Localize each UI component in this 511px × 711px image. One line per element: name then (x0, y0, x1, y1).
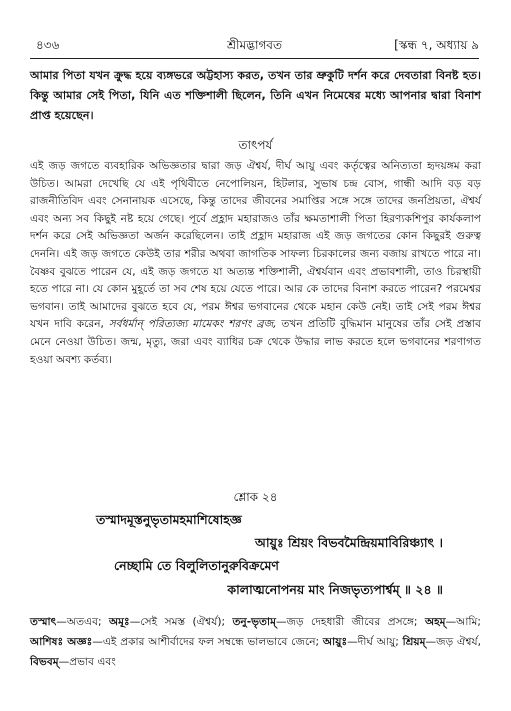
synonym-separator: — (56, 616, 67, 628)
translation-paragraph: আমার পিতা যখন ক্রুদ্ধ হয়ে ব্যঙ্গভরে অট্টহাস্য করত, তখন তার ভ্রুকুটি দর্শন করে দেবতারা বিনষ্ট হত। কিন্তু আমার সেই পিতা, যিনি এত শক্তিশালী ছিলেন, তিনি এখন নিমেষের মধ্যে আপনার দ্বারা বিনাশ প্রাপ্ত হয়েছেন। (30, 69, 481, 122)
synonym-separator: — (347, 636, 358, 648)
synonym-meaning: জড় ঐশ্বর্য, (436, 636, 481, 648)
header-rule (30, 58, 479, 59)
synonym-word: তস্মাৎ (30, 616, 57, 628)
sanskrit-line-2: আয়ুঃ শ্রিয়ং বিভবমৈন্দ্রিয়মাবিরিঞ্চ্যাৎ । (255, 535, 443, 550)
purport-paragraph (30, 158, 481, 369)
verse-number-heading: শ্লোক ২৪ (233, 490, 278, 504)
page-number: ৪৩৬ (36, 38, 60, 52)
purport-heading: তাৎপর্য (238, 138, 273, 152)
synonym-word: শ্রিয়ম্ (402, 636, 426, 648)
synonym-separator: — (275, 616, 287, 628)
purport-text-2: তখন প্রতিটি বুদ্ধিমান মানুষের তাঁর সেই প্রস্তাব মেনে নেওয়া উচিত। জন্ম, মৃত্যু, জরা এবং ব্যাধির চক্র থেকে উদ্ধার লাভ করতে হলে ভগবানের শরণাগত হওয়া অবশ্য কর্তব্য। (30, 318, 481, 366)
purport-quote: সর্বধর্মান্ পরিত্যজ্য মামেকং শরণং ব্রজ, (108, 318, 277, 331)
synonym-meaning: এই প্রকার আশীর্বাদের ফল সম্বন্ধে ভালভাবে জেনে; (102, 636, 323, 648)
synonym-meaning: অতএব; (66, 616, 109, 628)
synonym-separator: — (445, 616, 457, 628)
synonym-word: অহম্ (424, 616, 446, 628)
page-header (30, 36, 479, 54)
synonym-meaning: দীর্ঘ আয়ু; (357, 636, 403, 648)
chapter-reference: [স্কন্ধ ৭, অধ্যায় ৯ (394, 38, 479, 52)
synonym-word: অমূঃ (109, 616, 130, 628)
sanskrit-line-1: তস্মাদমূস্তনুভৃতামহমাশিষোহজ্ঞ (96, 512, 242, 527)
sanskrit-line-3: নেচ্ছামি তে বিলুলিতানুরুবিক্রমেণ (114, 558, 279, 573)
synonym-meaning: সেই সমস্ত (ঐশ্বর্য); (140, 616, 233, 628)
synonym-word: তনু-ভৃতাম্ (232, 616, 276, 628)
synonym-separator: — (129, 616, 141, 628)
synonym-separator: — (58, 656, 70, 668)
synonym-separator: — (92, 636, 103, 648)
synonym-meaning: প্রভাব এবং (69, 656, 116, 668)
synonym-meaning: আমি; (456, 616, 481, 628)
synonym-separator: — (425, 636, 437, 648)
synonym-word: আশিষঃ অজ্ঞঃ (30, 636, 93, 648)
sanskrit-line-4: কালাত্মনোপনয় মাং নিজভৃত্যপার্শ্বম্ ॥ ২৪ ॥ (227, 582, 443, 597)
purport-text-1: এই জড় জগতে ব্যবহারিক অভিজ্ঞতার দ্বারা জড় ঐশ্বর্য, দীর্ঘ আয়ু এবং কর্তৃত্বের অনিত্যতা হৃদয়ঙ্গম করা উচিত। আমরা দেখেছি যে এই পৃথিবীতে নেপোলিয়ন, হিটলার, সুভাষ চন্দ্র বোস, গান্ধী আদি বড় বড় রাজনীতিবিদ এবং সেনানায়ক এসেছে, কিন্তু তাদের জীবনের সমাপ্তির সঙ্গে সঙ্গে তাদের জনপ্রিয়তা, ঐশ্বর্য এবং অন্য সব কিছুই নষ্ট হয়ে গেছে। পূর্বে প্রহ্লাদ মহারাজও তাঁর ক্ষমতাশালী পিতা হিরণ্যকশিপুর কার্যকলাপ দর্শন করে সেই অভিজ্ঞতা অর্জন করেছিলেন। তাই প্রহ্লাদ মহারাজ এই জড় জগতের কোন কিছুরই গুরুত্ব দেননি। এই জড় জগতে কেউই তার শরীর অথবা জাগতিক সাফল্য চিরকালের জন্য বজায় রাখতে পারে না। বৈষ্ণব বুঝতে পারেন যে, এই জড় জগতে যা অত্যন্ত শক্তিশালী, ঐশ্বর্যবান এবং প্রভাবশালী, তাও চিরস্থায়ী হতে পারে না। যে কোন মুহূর্তে তা সব শেষ হয়ে যেতে পারে। আর কে তাদের বিনাশ করতে পারেন? পরমেশ্বর ভগবান। তাই আমাদের বুঝতে হবে যে, পরম ঈশ্বর ভগবানের থেকে মহান কেউ নেই। তাই সেই পরম ঈশ্বর যখন দাবি করেন, (30, 160, 481, 331)
synonym-word: বিভবম্ (30, 656, 59, 668)
synonym-meaning: জড় দেহধারী জীবের প্রসঙ্গে; (286, 616, 425, 628)
running-title: শ্রীমদ্ভাগবত (226, 38, 282, 52)
synonym-word: আয়ুঃ (322, 636, 348, 648)
synonyms-paragraph (30, 612, 481, 672)
